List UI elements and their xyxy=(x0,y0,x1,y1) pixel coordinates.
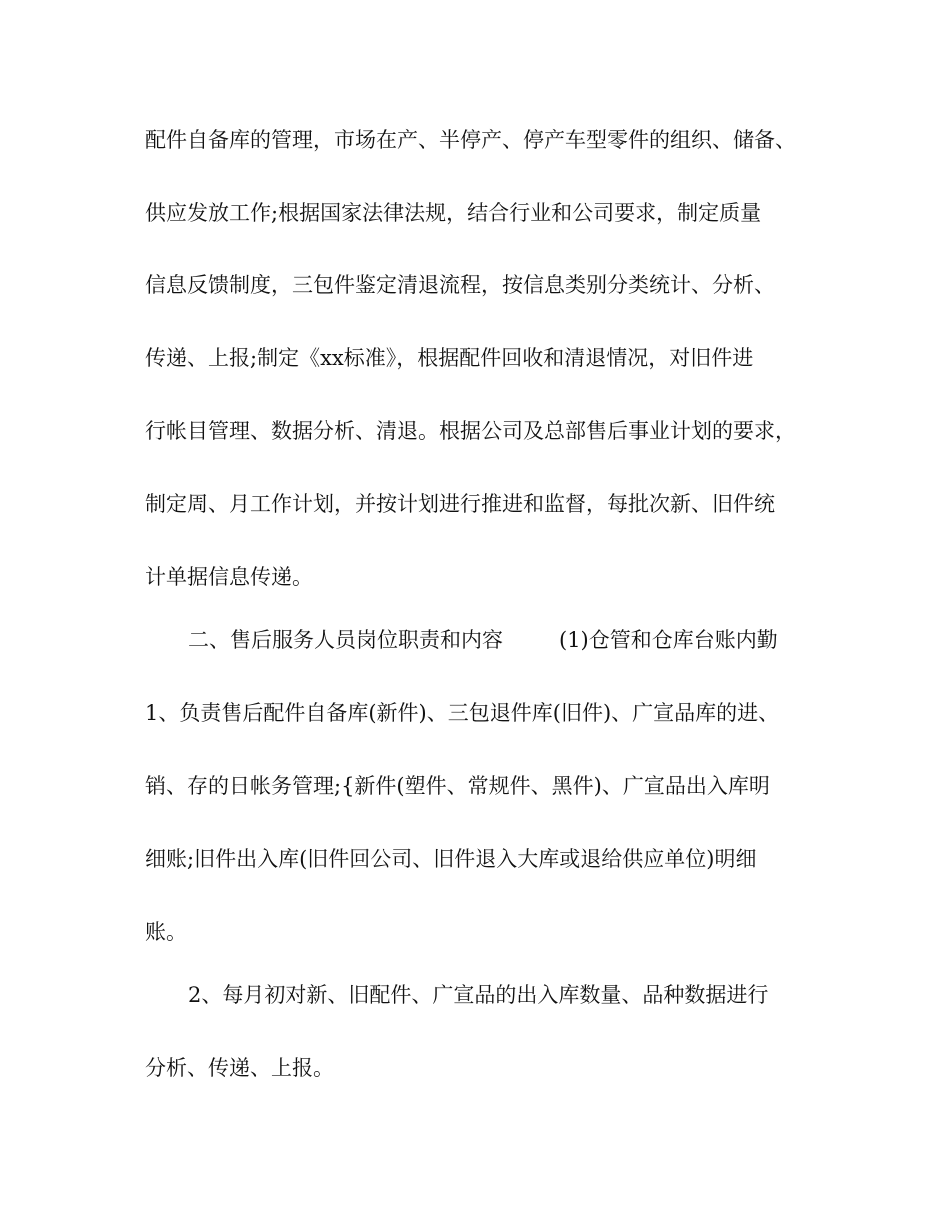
section-heading: 二、售后服务人员岗位职责和内容 xyxy=(188,628,503,652)
item1-line: 销、存的日帐务管理;{新件(塑件、常规件、黑件)、广宣品出入库明 xyxy=(145,774,770,798)
section-heading-line xyxy=(188,626,778,654)
paragraph-line: 计单据信息传递。 xyxy=(145,565,313,589)
paragraph-line: 传递、上报;制定《xx标准》，根据配件回收和清退情况，对旧件进 xyxy=(145,346,754,370)
item1-line: 账。 xyxy=(145,920,187,944)
item1-line: 1、负责售后配件自备库(新件)、三包退件库(旧件)、广宣品库的进、 xyxy=(145,701,780,725)
subsection-heading: (1)仓管和仓库台账内勤 xyxy=(559,628,778,652)
item2-line: 分析、传递、上报。 xyxy=(145,1056,334,1080)
paragraph-line: 供应发放工作;根据国家法律法规，结合行业和公司要求，制定质量 xyxy=(145,201,762,225)
paragraph-line: 配件自备库的管理，市场在产、半停产、停产车型零件的组织、储备、 xyxy=(145,128,796,152)
paragraph-line: 制定周、月工作计划，并按计划进行推进和监督，每批次新、旧件统 xyxy=(145,492,775,516)
item1-line: 细账;旧件出入库(旧件回公司、旧件退入大库或退给供应单位)明细 xyxy=(145,847,757,871)
item2-line: 2、每月初对新、旧配件、广宣品的出入库数量、品种数据进行 xyxy=(188,983,769,1007)
paragraph-line: 信息反馈制度，三包件鉴定清退流程，按信息类别分类统计、分析、 xyxy=(145,273,775,297)
paragraph-line: 行帐目管理、数据分析、清退。根据公司及总部售后事业计划的要求， xyxy=(145,419,796,443)
